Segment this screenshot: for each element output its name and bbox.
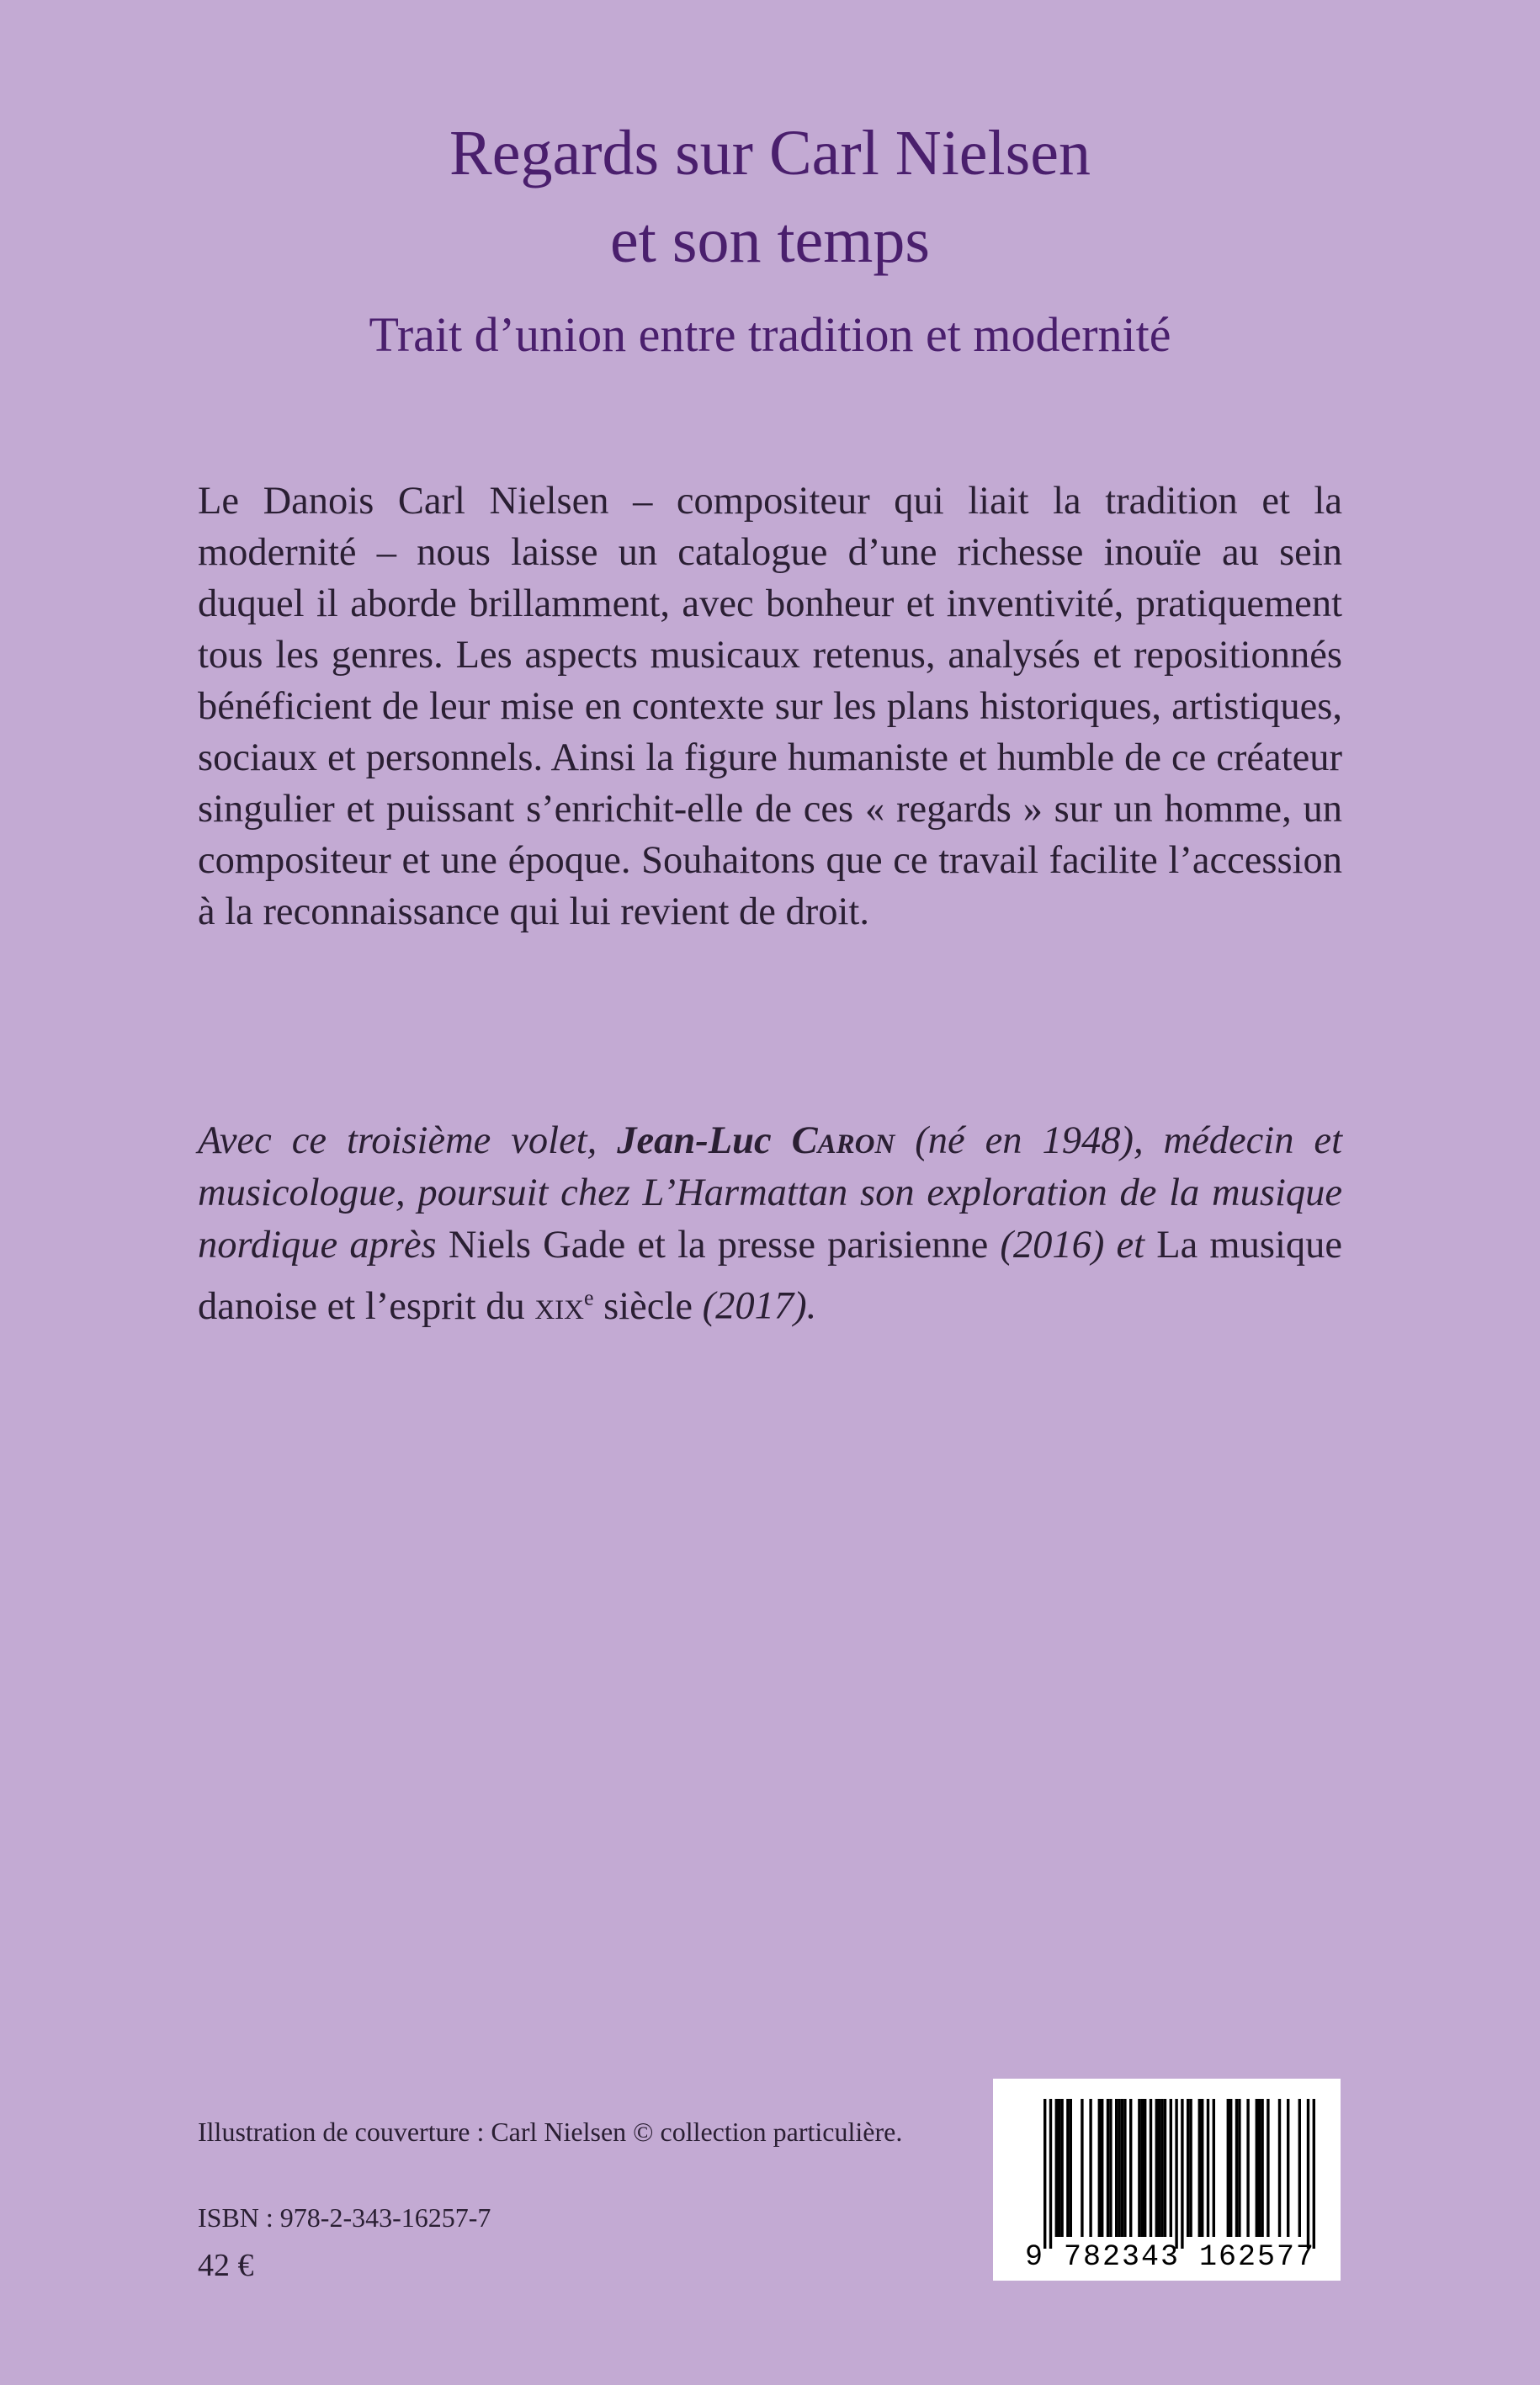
barcode-bar bbox=[1229, 2099, 1232, 2237]
barcode-bar bbox=[1175, 2099, 1177, 2249]
barcode-bar bbox=[1189, 2099, 1192, 2237]
barcode-bar bbox=[1144, 2099, 1146, 2237]
century-numeral: xix bbox=[534, 1284, 584, 1328]
book-summary: Le Danois Carl Nielsen – compositeur qui liait la tradition et la modernité – nous laisse un catalogue d’une richesse inouïe au sein duquel il aborde brillamment, avec bonheur et inventivité, pratiquement tous les genres. Les aspects musicaux retenus, analysés et repositionnés bénéficient de leur mise en contexte sur les plans historiques, artistiques, sociaux et personnels. Ainsi la figure humaniste et humble de ce créateur singulier et puissant s’enrichit-elle de ces « regards » sur un homme, un compositeur et une époque. Souhaitons que ce travail facilite l’accession à la reconnaissance qui lui revient de droit. bbox=[198, 480, 1342, 933]
barcode-bar bbox=[1066, 2099, 1069, 2237]
author-bio bbox=[198, 1115, 1342, 1333]
barcode-bar bbox=[1101, 2099, 1103, 2237]
barcode-bar bbox=[1138, 2099, 1140, 2237]
barcode-bar bbox=[1267, 2099, 1269, 2237]
barcode-bar bbox=[1198, 2099, 1201, 2237]
book-reference-1: Niels Gade et la presse parisienne bbox=[448, 1224, 989, 1267]
barcode bbox=[993, 2079, 1341, 2281]
barcode-bar bbox=[1081, 2099, 1083, 2237]
book-reference-2-year: (2017) bbox=[693, 1284, 807, 1328]
barcode-bar bbox=[1049, 2099, 1052, 2249]
barcode-bar bbox=[1258, 2099, 1261, 2237]
barcode-bar bbox=[1313, 2099, 1315, 2249]
barcode-bar bbox=[1115, 2099, 1118, 2237]
barcode-bar bbox=[1150, 2099, 1152, 2237]
barcode-bar bbox=[1201, 2099, 1203, 2237]
conjunction: et bbox=[1116, 1224, 1157, 1267]
book-reference-1-year: (2016) bbox=[988, 1224, 1117, 1267]
barcode-bar bbox=[1287, 2099, 1289, 2237]
barcode-bar bbox=[1227, 2099, 1229, 2237]
barcode-bar bbox=[1160, 2099, 1163, 2237]
author-name bbox=[617, 1119, 895, 1162]
book-reference-2-end: siècle bbox=[593, 1284, 693, 1328]
barcode-bar bbox=[1261, 2099, 1263, 2237]
barcode-bar bbox=[1278, 2099, 1281, 2237]
barcode-bar bbox=[1207, 2099, 1209, 2237]
isbn: ISBN : 978-2-343-16257-7 bbox=[198, 2202, 491, 2233]
barcode-bar bbox=[1070, 2099, 1072, 2237]
barcode-bar bbox=[1098, 2099, 1101, 2237]
book-reference-2-start: La musique danoise et l’esprit du bbox=[198, 1224, 1342, 1328]
barcode-bar bbox=[1298, 2099, 1301, 2237]
title-block bbox=[0, 109, 1540, 369]
author-bio-intro: Avec ce troisième volet, bbox=[198, 1119, 618, 1162]
barcode-bar bbox=[1121, 2099, 1123, 2237]
barcode-bar bbox=[1158, 2099, 1160, 2237]
barcode-bar bbox=[1055, 2099, 1058, 2237]
barcode-bar bbox=[1060, 2099, 1063, 2237]
barcode-bar bbox=[1213, 2099, 1215, 2237]
barcode-bar bbox=[1181, 2099, 1183, 2249]
author-first-name: Jean-Luc bbox=[617, 1119, 792, 1162]
price: 42 € bbox=[198, 2248, 254, 2283]
barcode-bar bbox=[1109, 2099, 1112, 2237]
barcode-bar bbox=[1170, 2099, 1172, 2237]
barcode-bar bbox=[1164, 2099, 1166, 2237]
barcode-bar bbox=[1235, 2099, 1238, 2237]
barcode-bar bbox=[1118, 2099, 1120, 2237]
author-bio-details: (né en 1948), médecin et musicologue, poursuit chez L’Harmattan son exploration de la musique nordique après bbox=[198, 1119, 1342, 1267]
book-title-line-2: et son temps bbox=[610, 205, 930, 276]
barcode-bar bbox=[1058, 2099, 1060, 2237]
barcode-bar bbox=[1129, 2099, 1132, 2237]
bio-final-period: . bbox=[806, 1284, 817, 1328]
cover-credit: Illustration de couverture : Carl Nielsen © collection particulière. bbox=[198, 2117, 903, 2147]
barcode-bar bbox=[1155, 2099, 1158, 2237]
barcode-bar bbox=[1089, 2099, 1091, 2237]
author-last-name: Caron bbox=[791, 1119, 895, 1162]
barcode-bar bbox=[1256, 2099, 1258, 2237]
barcode-bar bbox=[1187, 2099, 1189, 2237]
barcode-bar bbox=[1141, 2099, 1144, 2237]
barcode-bar bbox=[1238, 2099, 1240, 2237]
barcode-digits: 9 782343 162577 bbox=[1025, 2240, 1316, 2274]
book-subtitle: Trait d’union entre tradition et modernité bbox=[369, 307, 1171, 362]
barcode-bar bbox=[1107, 2099, 1109, 2237]
barcode-bar bbox=[1246, 2099, 1249, 2237]
book-title-line-1: Regards sur Carl Nielsen bbox=[449, 118, 1091, 189]
barcode-bar bbox=[1123, 2099, 1126, 2237]
barcode-bar bbox=[1043, 2099, 1046, 2249]
barcode-bar bbox=[1307, 2099, 1309, 2249]
century-superscript: e bbox=[583, 1285, 594, 1309]
